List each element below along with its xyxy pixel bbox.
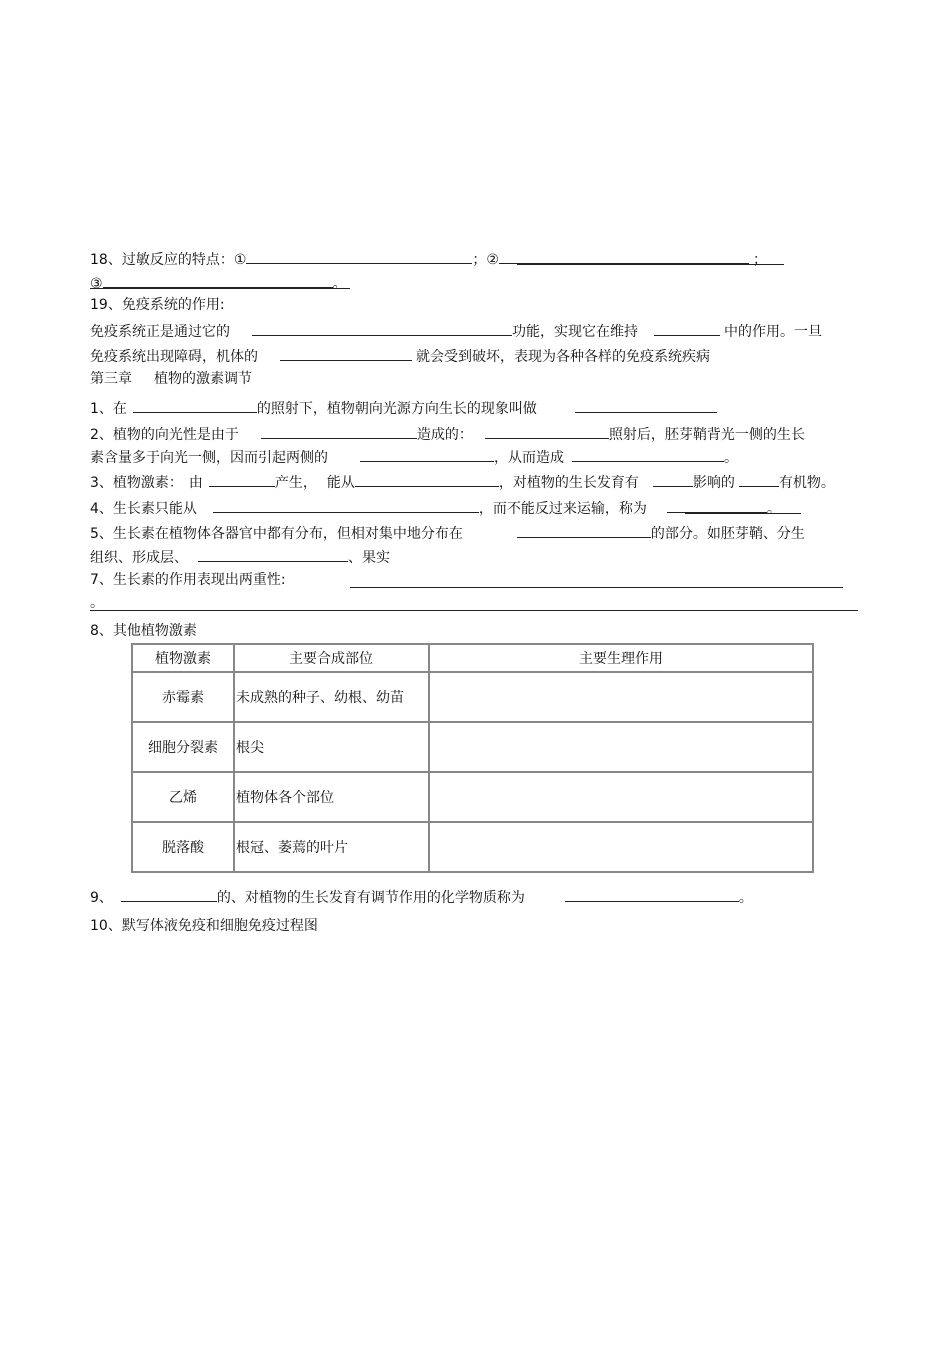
- q7-blank-2[interactable]: [90, 610, 858, 611]
- q9: [90, 886, 753, 907]
- q3-c: 产生，: [274, 475, 317, 491]
- q5-b: 的部分。如胚芽鞘、分生: [650, 526, 805, 542]
- q2-b: 造成的：: [416, 427, 473, 443]
- q5-line2: [90, 546, 390, 567]
- q3-blank-1[interactable]: [209, 471, 275, 487]
- table-header-row: [132, 644, 813, 672]
- q7-a: 7、生长素的作用表现出两重性:: [90, 572, 286, 588]
- q18-blank-1[interactable]: [246, 248, 472, 264]
- q19-l2a: 免疫系统出现障碍，机体的: [90, 349, 258, 365]
- table-row: [132, 672, 813, 722]
- q5-c: 组织、形成层、: [90, 550, 188, 566]
- q1-blank-2[interactable]: [575, 397, 717, 413]
- q19-line1: [90, 320, 822, 341]
- q2-e: ，从而造成: [494, 450, 564, 466]
- q18-underline-2: [90, 288, 350, 289]
- q18-item3: ③: [90, 276, 103, 292]
- q18-label: 18、过敏反应的特点：①: [90, 252, 247, 268]
- q2-blank-4[interactable]: [572, 446, 724, 462]
- q3-b: 由: [188, 475, 203, 491]
- synthesis-site: 根尖: [234, 722, 429, 772]
- q7-line2: 。: [90, 595, 104, 611]
- q2-line2: [90, 446, 738, 467]
- q4-blank-1[interactable]: [213, 497, 479, 513]
- synthesis-site: 根冠、萎蔫的叶片: [234, 822, 429, 872]
- q8-label: 8、其他植物激素: [90, 623, 197, 639]
- table-row: [132, 772, 813, 822]
- q4-c: 。: [766, 501, 781, 517]
- synthesis-site: 未成熟的种子、幼根、幼苗: [234, 672, 429, 722]
- table-header: 主要合成部位: [234, 644, 429, 672]
- q3-d: 能从: [326, 475, 355, 491]
- effect-cell[interactable]: [429, 822, 813, 872]
- q2-blank-2[interactable]: [485, 423, 609, 439]
- q19-label: 19、免疫系统的作用:: [90, 297, 225, 313]
- q3-f: 影响的: [692, 475, 735, 491]
- q4-blank-2[interactable]: [667, 497, 767, 513]
- table-row: [132, 822, 813, 872]
- q5-line1: [90, 522, 805, 543]
- effect-cell[interactable]: [429, 722, 813, 772]
- q18-end: 。: [332, 276, 347, 292]
- q3-blank-2[interactable]: [355, 471, 499, 487]
- q3-blank-3[interactable]: [653, 471, 693, 487]
- q9-a: 9、: [90, 890, 113, 906]
- q19-l1c: 中的作用。一旦: [724, 324, 822, 340]
- q18-sep2: ；: [752, 252, 767, 268]
- q3-a: 3、植物激素：: [90, 475, 183, 491]
- q18-line1: [90, 248, 767, 269]
- q19-l1a: 免疫系统正是通过它的: [90, 324, 230, 340]
- q1-b: 的照射下，植物朝向光源方向生长的现象叫做: [256, 401, 537, 417]
- q18-blank-3[interactable]: [103, 272, 333, 288]
- chapter-title: 植物的激素调节: [154, 371, 252, 387]
- q19-l1b: 功能，实现它在维持: [512, 324, 638, 340]
- q4: [90, 497, 781, 518]
- q19-blank-3[interactable]: [280, 345, 412, 361]
- q19-line2: [90, 345, 710, 366]
- q5-a: 5、生长素在植物体各器官中都有分布，但相对集中地分布在: [90, 526, 463, 542]
- q19-blank-2[interactable]: [654, 320, 720, 336]
- q3-g: 有机物。: [778, 475, 835, 491]
- hormone-name: 脱落酸: [132, 822, 234, 872]
- q2-line1: [90, 423, 805, 444]
- q7-blank-1[interactable]: [350, 587, 843, 588]
- q3: [90, 471, 835, 492]
- q4-a: 4、生长素只能从: [90, 501, 197, 517]
- chapter-number: 第三章: [90, 371, 132, 387]
- table-header: 主要生理作用: [429, 644, 813, 672]
- hormone-name: 细胞分裂素: [132, 722, 234, 772]
- q18-line2: [90, 272, 347, 293]
- chapter-heading: [90, 370, 252, 388]
- q10: 10、默写体液免疫和细胞免疫过程图: [90, 918, 318, 934]
- q2-d: 素含量多于向光一侧，因而引起两侧的: [90, 450, 328, 466]
- q1-a: 1、在: [90, 401, 127, 417]
- q9-blank-1[interactable]: [121, 886, 217, 902]
- effect-cell[interactable]: [429, 672, 813, 722]
- q3-blank-4[interactable]: [739, 471, 779, 487]
- hormone-name: 乙烯: [132, 772, 234, 822]
- q19-l2b: 就会受到破坏，表现为各种各样的免疫系统疾病: [416, 349, 710, 365]
- q2-c: 照射后，胚芽鞘背光一侧的生长: [608, 427, 805, 443]
- q19-blank-1[interactable]: [252, 320, 512, 336]
- hormone-name: 赤霉素: [132, 672, 234, 722]
- q2-blank-1[interactable]: [261, 423, 417, 439]
- q18-blank-2[interactable]: [499, 248, 749, 264]
- effect-cell[interactable]: [429, 772, 813, 822]
- q7-line1: [90, 571, 286, 589]
- q5-blank-2[interactable]: [198, 546, 348, 562]
- q5-blank-1[interactable]: [517, 522, 651, 538]
- q1: [90, 397, 717, 418]
- q18-underline: [517, 264, 784, 265]
- q4-b: ，而不能反过来运输，称为: [478, 501, 647, 517]
- q2-a: 2、植物的向光性是由于: [90, 427, 239, 443]
- q2-f: 。: [724, 450, 738, 466]
- hormone-table: [131, 643, 814, 873]
- q9-c: 。: [738, 890, 753, 906]
- q5-d: 、果实: [348, 550, 390, 566]
- q9-b: 的、对植物的生长发育有调节作用的化学物质称为: [216, 890, 525, 906]
- synthesis-site: 植物体各个部位: [234, 772, 429, 822]
- q3-e: ，对植物的生长发育有: [498, 475, 639, 491]
- q2-blank-3[interactable]: [360, 446, 494, 462]
- q4-underline: [685, 513, 801, 514]
- q1-blank-1[interactable]: [133, 397, 257, 413]
- table-header: 植物激素: [132, 644, 234, 672]
- table-row: [132, 722, 813, 772]
- q9-blank-2[interactable]: [565, 886, 739, 902]
- q18-sep1: ；②: [472, 252, 499, 268]
